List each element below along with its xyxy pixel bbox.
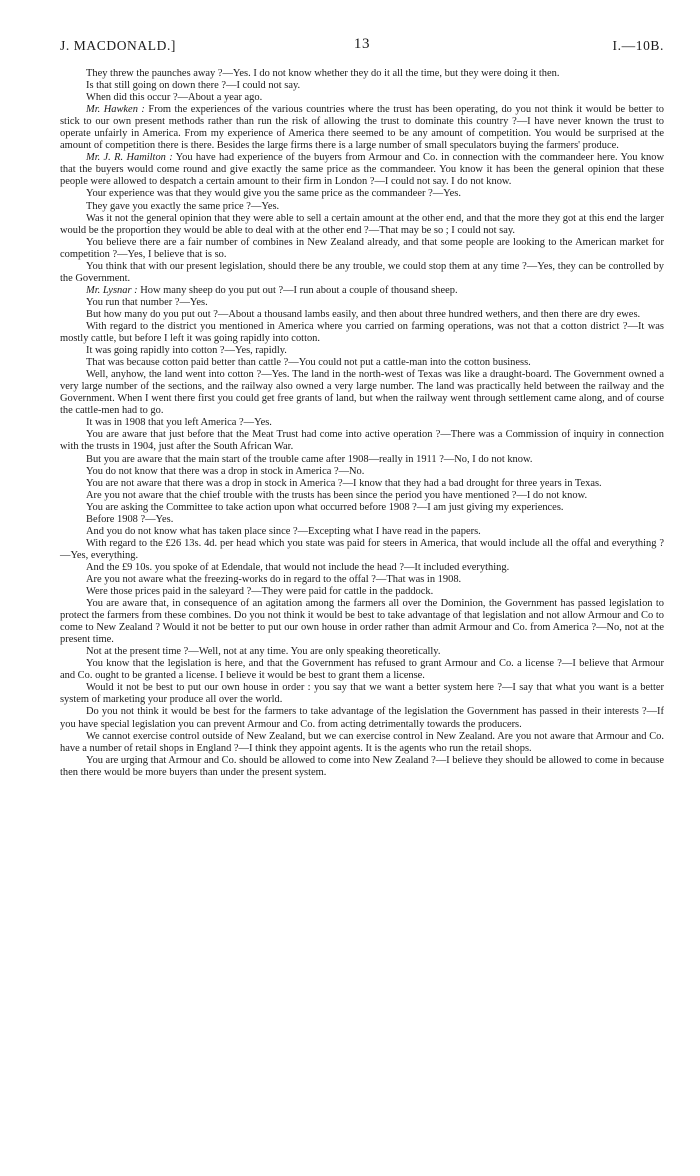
transcript-paragraph — [60, 417, 664, 429]
transcript-paragraph — [60, 646, 664, 658]
transcript-paragraph — [60, 562, 664, 574]
transcript-paragraph — [60, 731, 664, 755]
transcript-paragraph — [60, 526, 664, 538]
transcript-paragraph — [60, 454, 664, 466]
paragraph-text: You are not aware that there was a drop in stock in America ?—I know that they had a bad drought for three years in Texas. — [86, 477, 602, 489]
paragraph-text: Your experience was that they would give you the same price as the commandeer ?—Yes. — [86, 188, 461, 200]
transcript-paragraph — [60, 285, 664, 297]
transcript-paragraph — [60, 369, 664, 417]
transcript-paragraph — [60, 586, 664, 598]
paragraph-text: That was because cotton paid better than cattle ?—You could not put a cattle-man into the cotton business. — [86, 357, 531, 369]
paragraph-text: Are you not aware that the chief trouble with the trusts has been since the period you have mentioned ?—I do not know. — [86, 489, 588, 501]
paragraph-text: You believe there are a fair number of combines in New Zealand already, and that some people are looking to the American market for competition ?—Yes, I believe that is so. — [60, 236, 664, 260]
paragraph-text: But how many do you put out ?—About a thousand lambs easily, and then about three hundred wethers, and then there are dry ewes. — [86, 308, 641, 320]
header-witness-name: J. MACDONALD.] — [60, 38, 177, 53]
speaker-name: Mr. Lysnar : — [86, 284, 138, 296]
transcript-paragraph — [60, 213, 664, 237]
paragraph-text: Were those prices paid in the saleyard ?—They were paid for cattle in the paddock. — [86, 586, 434, 598]
transcript-paragraph — [60, 514, 664, 526]
transcript-paragraph — [60, 706, 664, 730]
paragraph-text: And the £9 10s. you spoke of at Edendale, that would not include the head ?—It included everything. — [86, 561, 510, 573]
paragraph-text: You are aware that just before that the Meat Trust had come into active operation ?—There was a Commission of inquiry in connection with the trusts in 1904, just after the South African War. — [60, 429, 664, 453]
paragraph-text: And you do not know what has taken place since ?—Excepting what I have read in the papers. — [86, 525, 481, 537]
paragraph-text: They gave you exactly the same price ?—Yes. — [86, 200, 280, 212]
paragraph-text: You are urging that Armour and Co. should be allowed to come into New Zealand ?—I believe they should be allowed to come in because then there would be more buyers than under the present system. — [60, 754, 664, 778]
paragraph-text: Is that still going on down there ?—I could not say. — [86, 80, 301, 92]
document-reference: I.—10B. — [612, 38, 664, 53]
page-header — [60, 38, 664, 62]
transcript-body — [60, 68, 664, 779]
page-number: 13 — [353, 36, 371, 52]
transcript-paragraph — [60, 309, 664, 321]
speaker-name: Mr. Hawken : — [86, 104, 145, 116]
paragraph-text: You know that the legislation is here, and that the Government has refused to grant Armour and Co. a license ?—I believe that Armour and Co. ought to be granted a license. I believe it would be best to grant them a license. — [60, 658, 664, 682]
transcript-paragraph — [60, 68, 664, 80]
transcript-paragraph — [60, 357, 664, 369]
paragraph-text: They threw the paunches away ?—Yes. I do not know whether they do it all the time, but they were doing it then. — [86, 68, 560, 79]
transcript-paragraph — [60, 321, 664, 345]
transcript-paragraph — [60, 755, 664, 779]
paragraph-text: You run that number ?—Yes. — [86, 296, 208, 308]
paragraph-text: Was it not the general opinion that they were able to sell a certain amount at the other end, and that the more they got at this end the larger would be the proportion they would be able to deal with at the other end ?—That may be so ; I could not say. — [60, 212, 664, 236]
paragraph-text: How many sheep do you put out ?—I run about a couple of thousand sheep. — [137, 284, 458, 296]
transcript-paragraph — [60, 80, 664, 92]
paragraph-text: It was going rapidly into cotton ?—Yes, rapidly. — [86, 345, 287, 357]
transcript-paragraph — [60, 201, 664, 213]
paragraph-text: With regard to the £26 13s. 4d. per head which you state was paid for steers in America, that would include all the offal and everything ?—Yes, everything. — [60, 537, 664, 561]
transcript-paragraph — [60, 598, 664, 646]
paragraph-text: Are you not aware what the freezing-works do in regard to the offal ?—That was in 1908. — [86, 573, 462, 585]
transcript-paragraph — [60, 188, 664, 200]
paragraph-text: It was in 1908 that you left America ?—Yes. — [86, 417, 272, 429]
transcript-paragraph — [60, 478, 664, 490]
transcript-paragraph — [60, 574, 664, 586]
paragraph-text: You are aware that, in consequence of an agitation among the farmers all over the Dominion, the Government has passed legislation to protect the farmers from these combines. Do you not think it would be best to take advantage of that legislation and not allow Armour and Co to come to New Zealand ? Would it not be better to put our own house in order rather than admit Armour and Co. from America ?—No, not at the present time. — [60, 598, 664, 646]
transcript-paragraph — [60, 502, 664, 514]
paragraph-text: Before 1908 ?—Yes. — [86, 513, 174, 525]
paragraph-text: With regard to the district you mentioned in America where you carried on farming operations, was not that a cotton district ?—It was mostly cattle, but before I left it was going rapidly into cotton. — [60, 320, 664, 345]
paragraph-text: We cannot exercise control outside of New Zealand, but we can exercise control in New Zealand. Are you not aware that Armour and Co. have a number of retail shops in England ?—I think they appoint agents. It is the agents who run the retail shops. — [60, 730, 664, 754]
paragraph-text: When did this occur ?—About a year ago. — [86, 92, 263, 104]
paragraph-text: You are asking the Committee to take action upon what occurred before 1908 ?—I am just giving my experiences. — [86, 501, 564, 513]
transcript-paragraph — [60, 237, 664, 261]
speaker-name: Mr. J. R. Hamilton : — [86, 152, 173, 164]
transcript-paragraph — [60, 92, 664, 104]
transcript-paragraph — [60, 261, 664, 285]
transcript-paragraph — [60, 538, 664, 562]
transcript-paragraph — [60, 429, 664, 453]
paragraph-text: Do you not think it would be best for the farmers to take advantage of the legislation the Government has passed in their interests ?—If you have special legislation you can prevent Armour and Co. from acting detrimentally towards the producers. — [60, 706, 664, 730]
paragraph-text: But you are aware that the main start of the trouble came after 1908—really in 1911 ?—No, I do not know. — [86, 453, 533, 465]
transcript-paragraph — [60, 152, 664, 188]
paragraph-text: You do not know that there was a drop in stock in America ?—No. — [86, 465, 365, 477]
paragraph-text: You think that with our present legislation, should there be any trouble, we could stop them at any time ?—Yes, they can be controlled by the Government. — [60, 260, 664, 284]
transcript-paragraph — [60, 658, 664, 682]
transcript-paragraph — [60, 297, 664, 309]
transcript-paragraph — [60, 490, 664, 502]
transcript-paragraph — [60, 104, 664, 152]
transcript-paragraph — [60, 682, 664, 706]
paragraph-text: Not at the present time ?—Well, not at any time. You are only speaking theoretically. — [86, 646, 441, 658]
paragraph-text: Well, anyhow, the land went into cotton ?—Yes. The land in the north-west of Texas was like a draught-board. The Government owned a very large number of the sections, and the railway also owned a very large number. The land was practically held between the railway and the Government. When I went there first you could get free grants of land, but when the railway went through settlement came along, and of course the cattle-men had to go. — [60, 369, 664, 417]
paragraph-text: Would it not be best to put our own house in order : you say that we want a better system here ?—I say that what you want is a better system of marketing your produce all over the world. — [60, 682, 664, 706]
transcript-paragraph — [60, 466, 664, 478]
paragraph-text: You have had experience of the buyers from Armour and Co. in connection with the commandeer here. You know that the buyers would come round and give exactly the same price as the commandeer. You know it has been the general opinion that these people were allowed to despatch a certain amount to their firm in London ?—I could not say. I do not know. — [60, 152, 664, 188]
transcript-paragraph — [60, 345, 664, 357]
paragraph-text: From the experiences of the various countries where the trust has been operating, do you not think it would be better to stick to our own present methods rather than run the risk of allowing the trust to dominate this country ?—I have never known the trust to operate unfairly in America. From my experience of America there seemed to be any amount of competition. You would be surprised at the amount of competition there is there. Besides the large firms there is a large number of small speculators buying the farmers' produce. — [60, 104, 665, 152]
